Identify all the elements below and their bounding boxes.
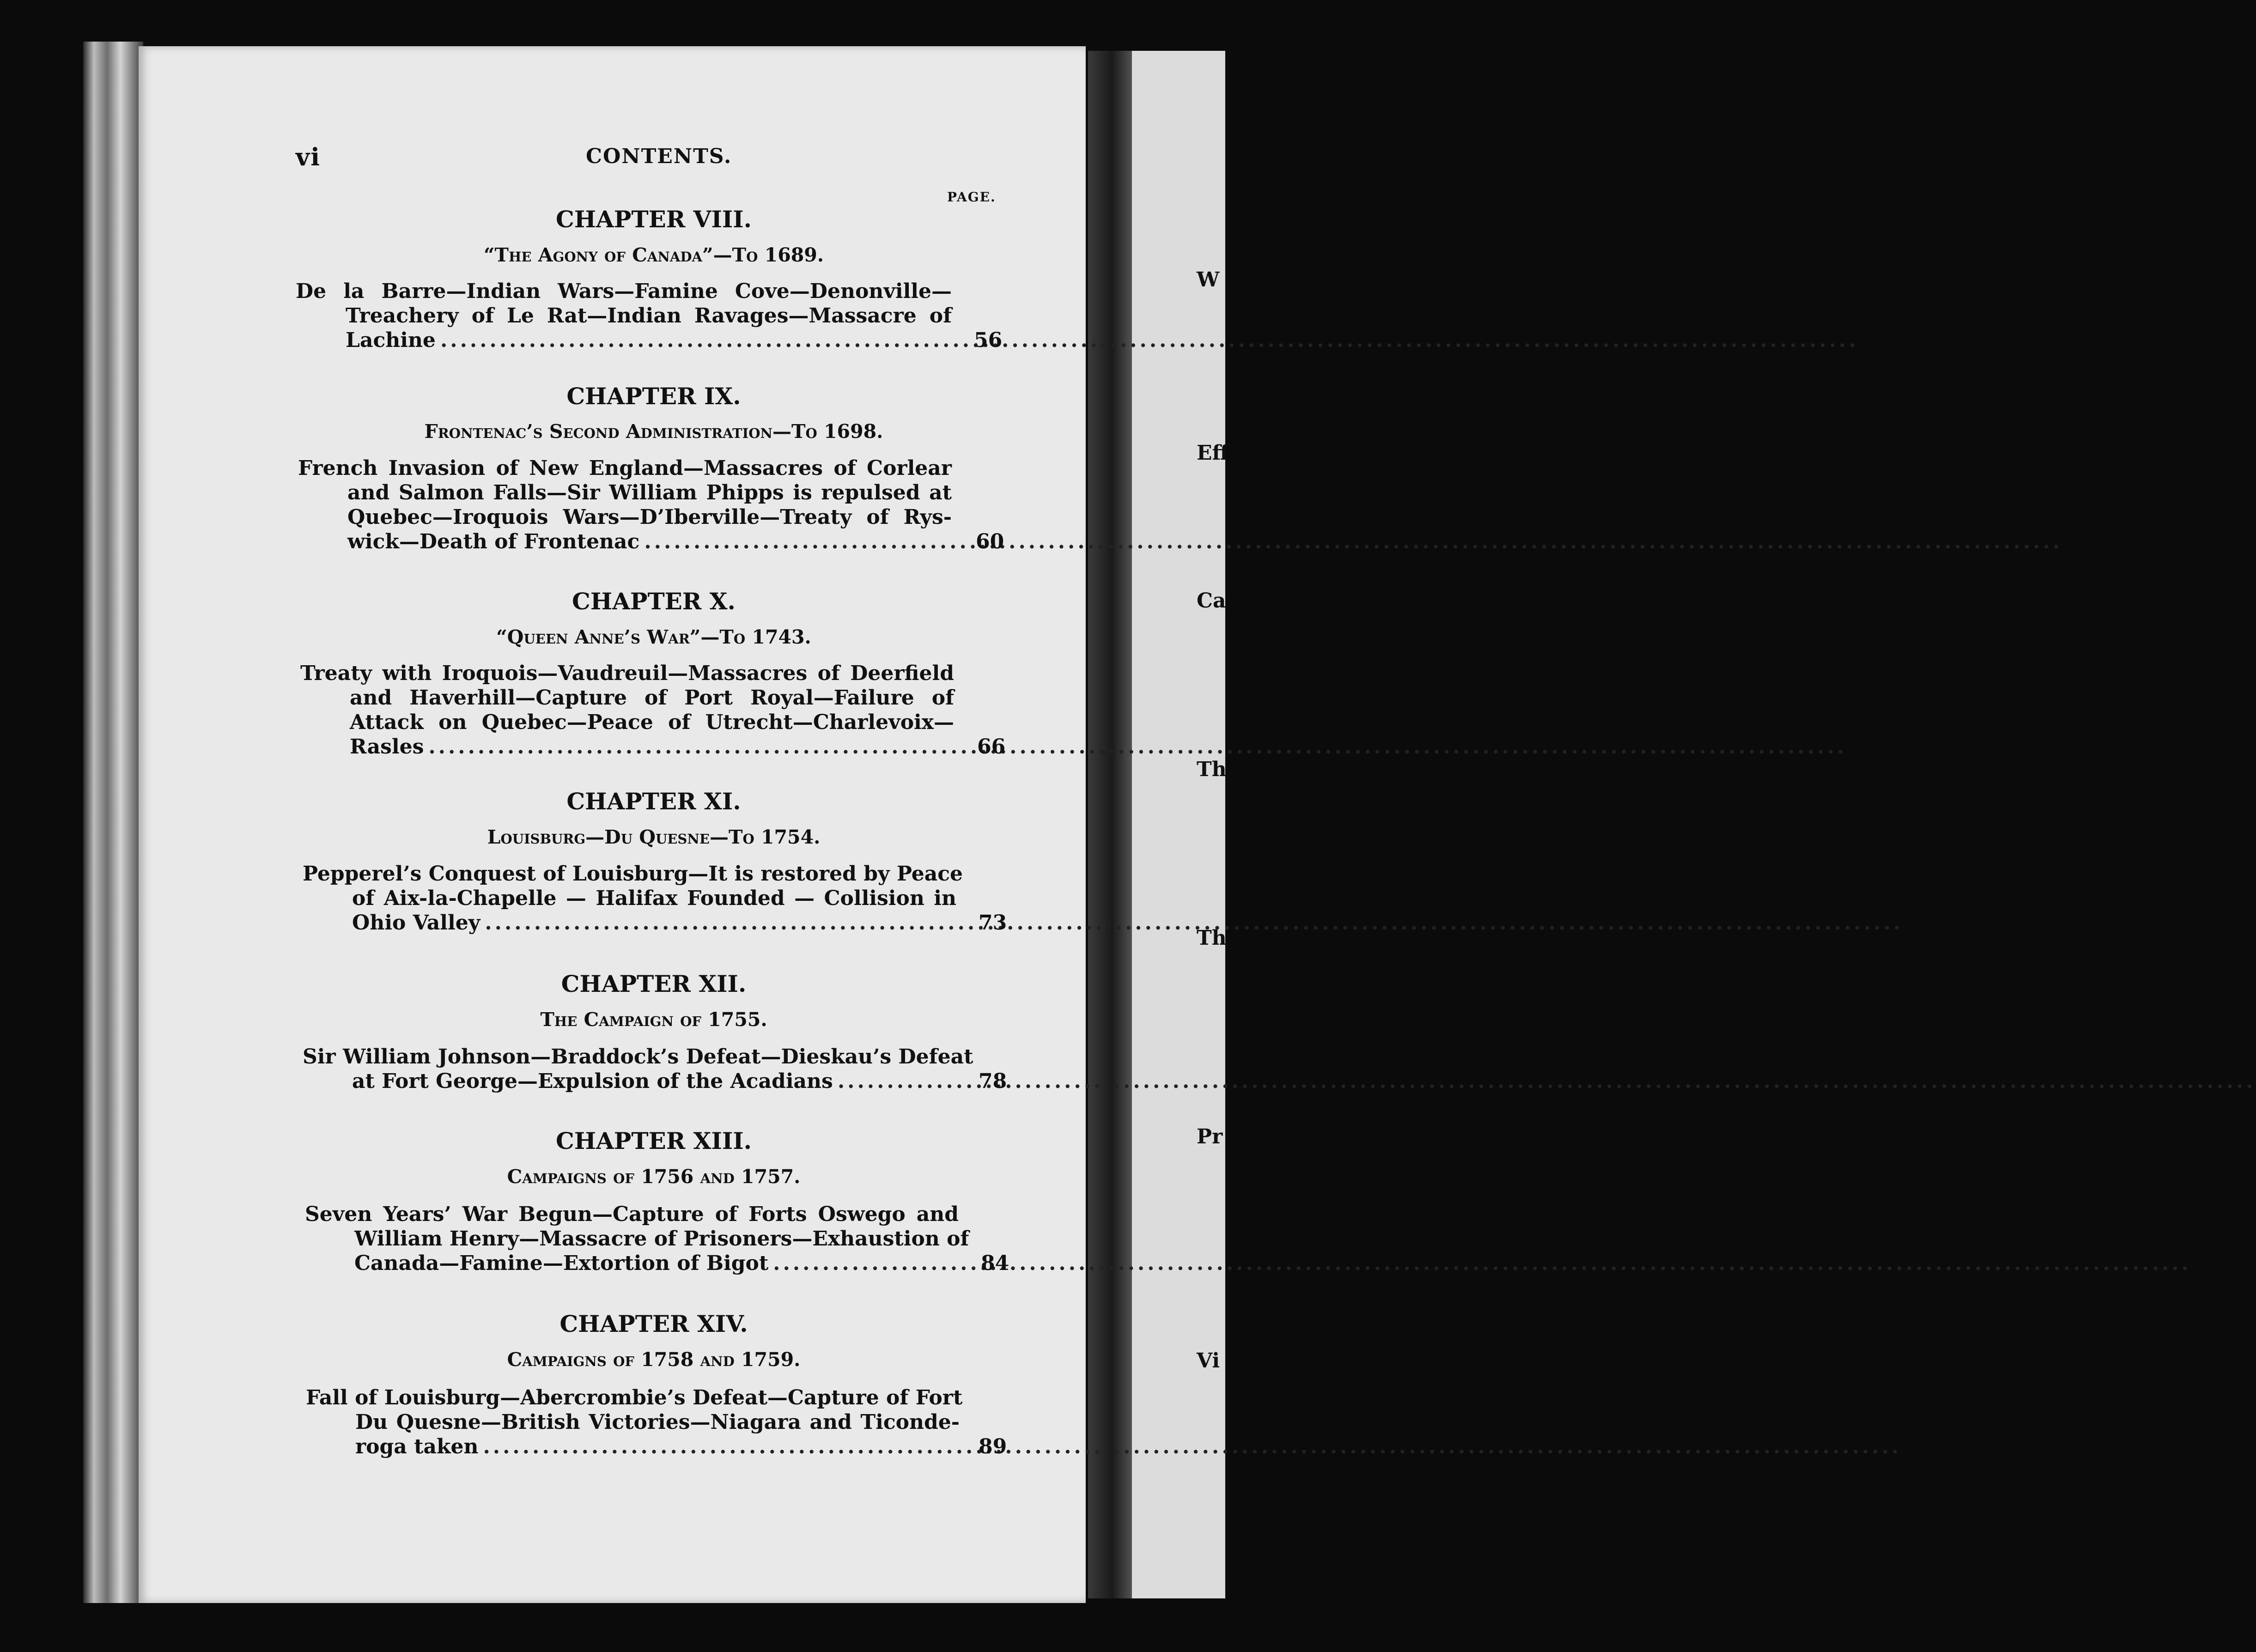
page-number-entry: 60 [976,530,1004,553]
page-title: CONTENTS. [586,145,732,168]
contents-line: Ohio Valley [352,911,480,935]
contents-line: roga taken [355,1435,479,1458]
chapter-heading: CHAPTER XIII. [555,1127,752,1154]
contents-line: Quebec—Iroquois Wars—D’Iberville—Treaty of Rys- [347,505,952,529]
contents-entry-last-line [346,328,952,352]
chapter-subtitle: Campaigns of 1756 and 1757. [507,1166,801,1188]
contents-line: Seven Years’ War Begun—Capture of Forts Oswego and [305,1203,959,1226]
book-spine [83,42,143,1603]
contents-line: Du Quesne—British Victories—Niagara and Ticonde- [355,1410,960,1434]
contents-line: wick—Death of Frontenac [347,530,640,553]
contents-line: Fall of Louisburg—Abercrombie’s Defeat—Capture of Fort [306,1386,963,1409]
leader-dots [483,1435,1901,1458]
chapter-heading: CHAPTER XIV. [559,1310,748,1337]
page-number-entry: 66 [977,735,1006,759]
contents-line: William Henry—Massacre of Prisoners—Exhaustion of [354,1227,969,1251]
contents-line: De la Barre—Indian Wars—Famine Cove—Denonville— [296,279,952,303]
chapter-subtitle: The Campaign of 1755. [540,1008,767,1031]
leader-dots [440,328,1859,352]
contents-entry-last-line [347,530,952,554]
next-page-fragment: Th [1197,758,1227,781]
chapter-subtitle: Campaigns of 1758 and 1759. [507,1348,801,1371]
next-page-fragment: Eff [1197,441,1229,465]
contents-line: Pepperel’s Conquest of Louisburg—It is restored by Peace [303,862,963,886]
page-column-label: PAGE. [947,189,996,205]
contents-entry-last-line [355,1435,951,1459]
next-page-fragment: Vi [1197,1349,1220,1373]
contents-entry-last-line [352,1069,956,1093]
chapter-heading: CHAPTER X. [572,588,736,615]
next-page-fragment: W [1197,268,1220,292]
chapter-heading: CHAPTER XII. [561,970,747,997]
contents-line: Lachine [346,328,436,352]
chapter-subtitle: “Queen Anne’s War”—To 1743. [496,626,811,648]
page-number-entry: 73 [979,911,1007,935]
leader-dots [838,1069,2256,1093]
page-number-entry: 78 [979,1069,1007,1093]
contents-line: French Invasion of New England—Massacres of Corlear [298,456,952,480]
contents-line: Sir William Johnson—Braddock’s Defeat—Dieskau’s Defeat [303,1045,973,1069]
contents-entry-last-line [352,911,948,935]
leader-dots [644,530,2062,553]
next-page-fragment: Th [1197,926,1227,950]
contents-line: Treachery of Le Rat—Indian Ravages—Massacre of [346,304,952,328]
leader-dots [485,911,1903,935]
contents-line: Canada—Famine—Extortion of Bigot [354,1251,769,1275]
contents-line: and Haverhill—Capture of Port Royal—Failure of [350,686,954,710]
leader-dots [428,735,1847,759]
next-page-fragment: Ca [1197,589,1226,613]
page-number-entry: 84 [981,1251,1009,1275]
contents-line: of Aix-la-Chapelle — Halifax Founded — Collision in [352,887,956,910]
contents-entry-last-line [354,1251,959,1275]
page-number-entry: 56 [974,328,1003,352]
chapter-subtitle: Frontenac’s Second Administration—To 1698. [424,420,883,443]
page-number: vi [296,143,321,171]
chapter-heading: CHAPTER IX. [566,383,741,410]
contents-line: Attack on Quebec—Peace of Utrecht—Charlevoix— [350,711,954,734]
chapter-heading: CHAPTER VIII. [555,206,752,233]
page-number-entry: 89 [979,1435,1007,1458]
contents-line: and Salmon Falls—Sir William Phipps is repulsed at [347,481,952,504]
contents-line: Treaty with Iroquois—Vaudreuil—Massacres of Deerfield [300,662,954,685]
chapter-heading: CHAPTER XI. [566,788,741,815]
next-page-fragment: Pr [1197,1125,1223,1148]
contents-entry-last-line [350,735,954,759]
page-gutter [1088,51,1132,1598]
contents-line: Rasles [350,735,424,759]
chapter-subtitle: “The Agony of Canada”—To 1689. [483,244,824,266]
chapter-subtitle: Louisburg—Du Quesne—To 1754. [487,826,821,848]
contents-line: at Fort George—Expulsion of the Acadians [352,1069,833,1093]
